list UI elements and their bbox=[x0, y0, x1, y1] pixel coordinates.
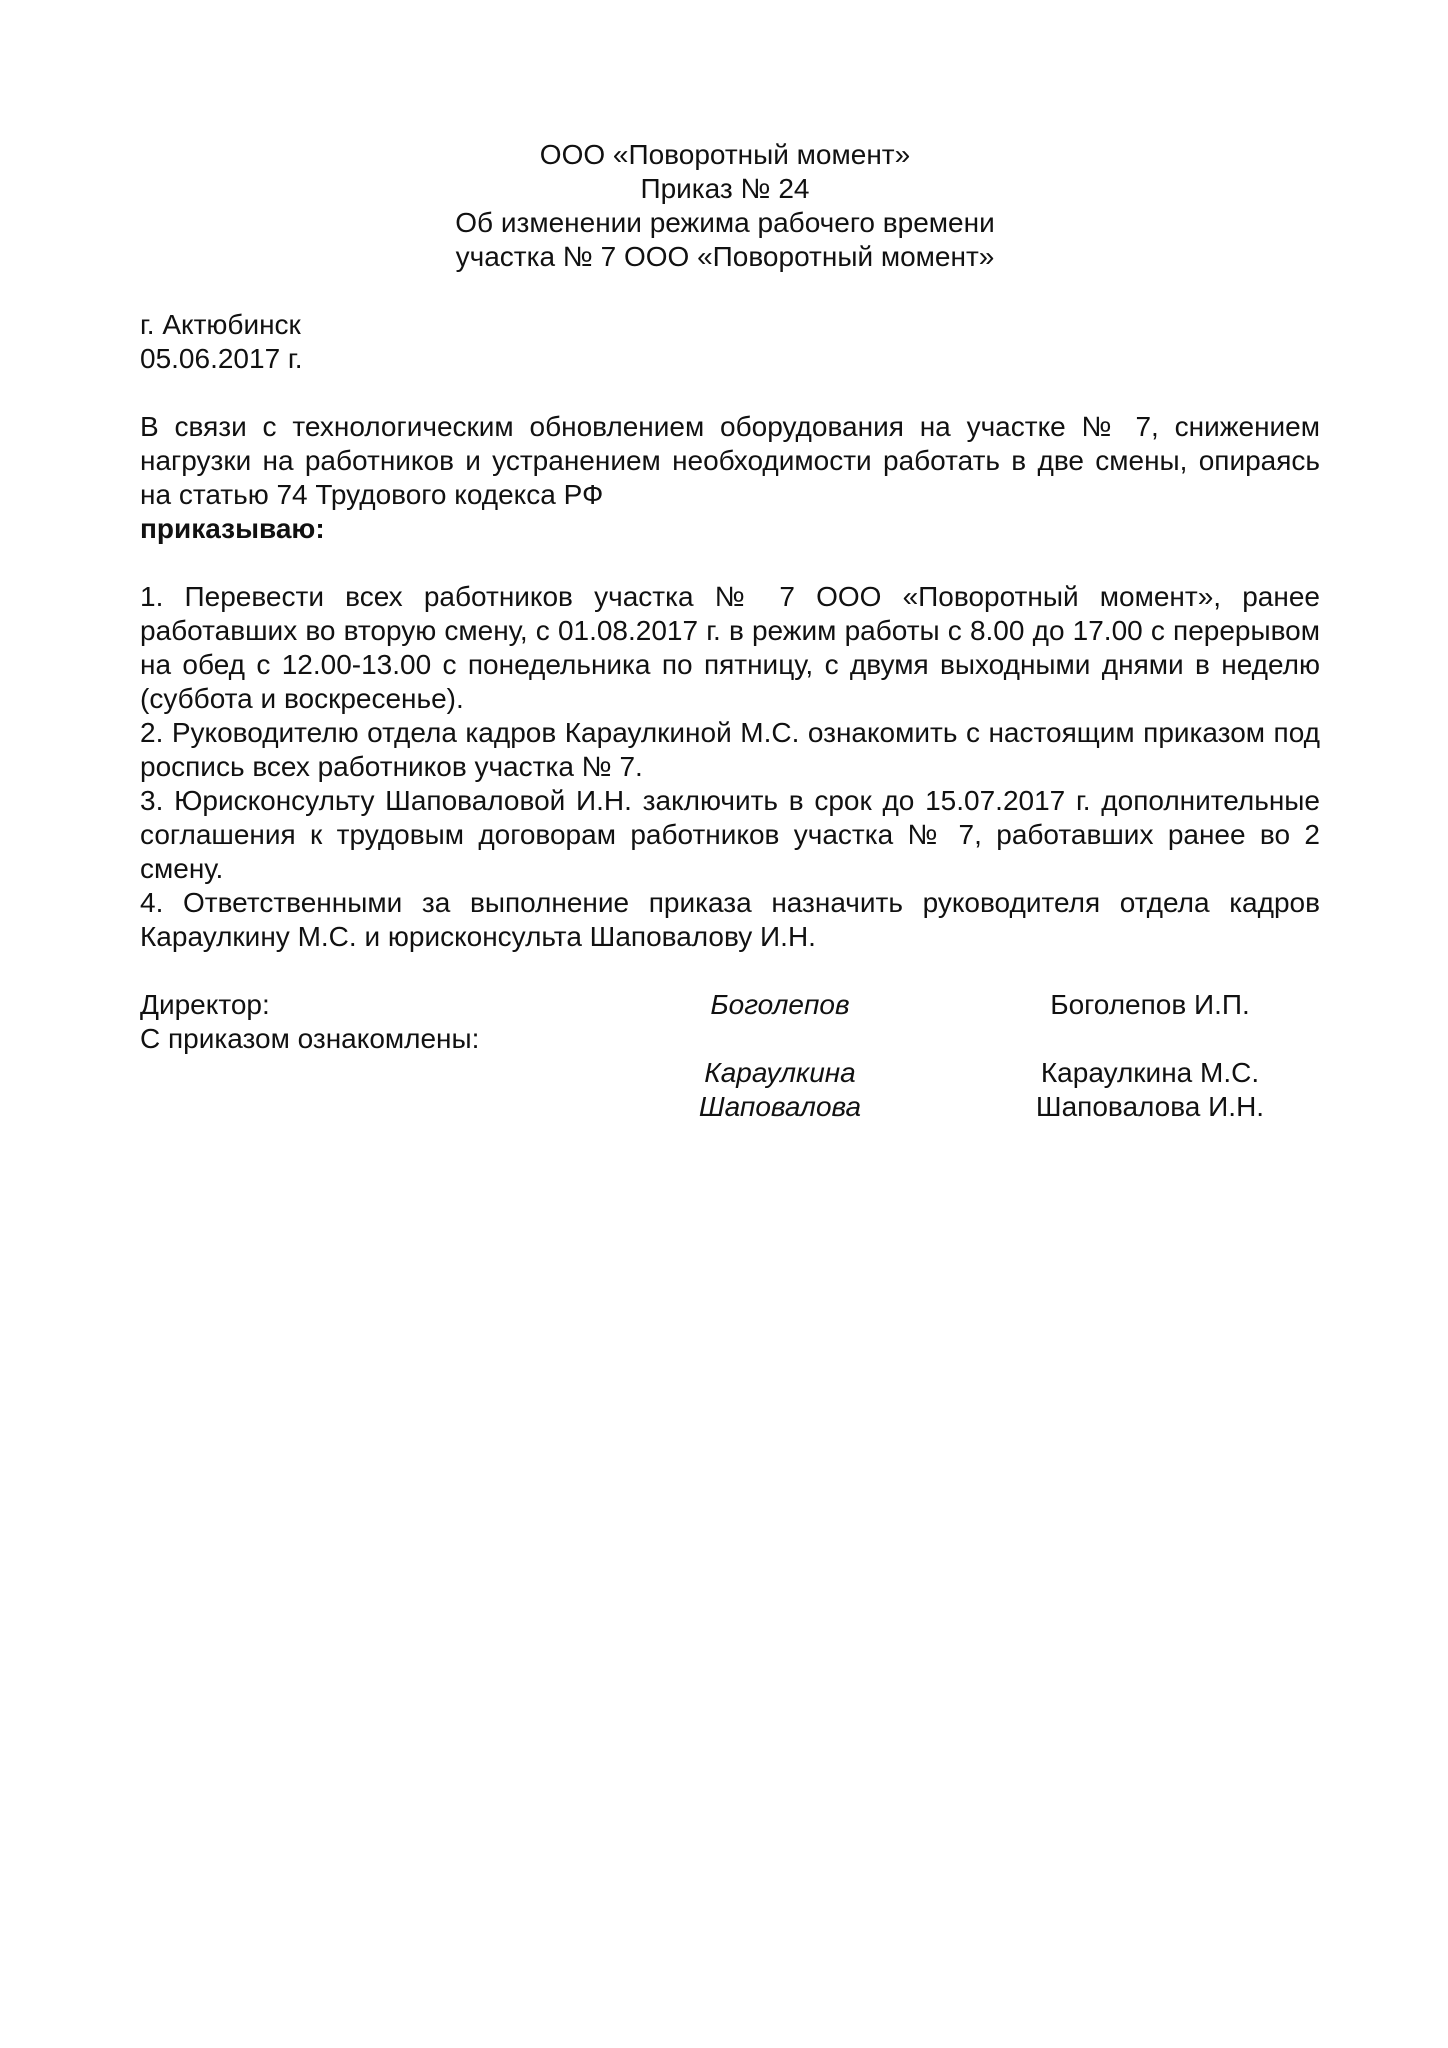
order-items bbox=[140, 580, 1320, 954]
order-word: приказываю: bbox=[140, 513, 325, 544]
employee-signature: Шаповалова bbox=[698, 1091, 862, 1122]
preamble bbox=[140, 410, 1320, 546]
place-and-date bbox=[140, 308, 1320, 376]
order-item: 1. Перевести всех работников участка № 7 ООО «Поворотный момент», ранее работавших во вторую смену, с 01.08.2017 г. в режим работы с 8.00 до 17.00 с перерывом на обед с 12.00-13.00 с понедельника по пятницу, с двумя выходными днями в неделю (суббота и воскресенье). bbox=[140, 581, 1320, 714]
employee-row bbox=[140, 1090, 1320, 1124]
order-item: 3. Юрисконсульту Шаповаловой И.Н. заключить в срок до 15.07.2017 г. дополнительные соглашения к трудовым договорам работников участка № 7, работавших ранее во 2 смену. bbox=[140, 785, 1320, 884]
city: г. Актюбинск bbox=[140, 309, 301, 340]
director-row bbox=[140, 988, 1320, 1022]
order-subject-line-2: участка № 7 ООО «Поворотный момент» bbox=[455, 241, 995, 272]
employee-name: Шаповалова И.Н. bbox=[1035, 1091, 1265, 1122]
signature-block bbox=[140, 988, 1320, 1124]
order-number: Приказ № 24 bbox=[640, 173, 810, 204]
order-item: 2. Руководителю отдела кадров Караулкиной М.С. ознакомить с настоящим приказом под роспись всех работников участка № 7. bbox=[140, 717, 1320, 782]
company-name: ООО «Поворотный момент» bbox=[539, 139, 911, 170]
acquainted-label: С приказом ознакомлены: bbox=[140, 1023, 480, 1054]
order-item: 4. Ответственными за выполнение приказа назначить руководителя отдела кадров Караулкину М.С. и юрисконсульта Шаповалову И.Н. bbox=[140, 887, 1320, 952]
document-page bbox=[140, 138, 1320, 1124]
order-date: 05.06.2017 г. bbox=[140, 343, 303, 374]
acquainted-row bbox=[140, 1022, 1320, 1056]
director-label: Директор: bbox=[140, 989, 270, 1020]
employee-name: Караулкина М.С. bbox=[1040, 1057, 1260, 1088]
employee-row bbox=[140, 1056, 1320, 1090]
document-header bbox=[130, 138, 1320, 274]
preamble-text: В связи с технологическим обновлением оборудования на участке № 7, снижением нагрузки на работников и устранением необходимости работать в две смены, опираясь на статью 74 Трудового кодекса РФ bbox=[140, 411, 1320, 510]
director-name: Боголепов И.П. bbox=[1050, 989, 1250, 1020]
director-signature: Боголепов bbox=[710, 989, 850, 1020]
order-subject-line-1: Об изменении режима рабочего времени bbox=[455, 207, 995, 238]
employee-signature: Караулкина bbox=[704, 1057, 856, 1088]
